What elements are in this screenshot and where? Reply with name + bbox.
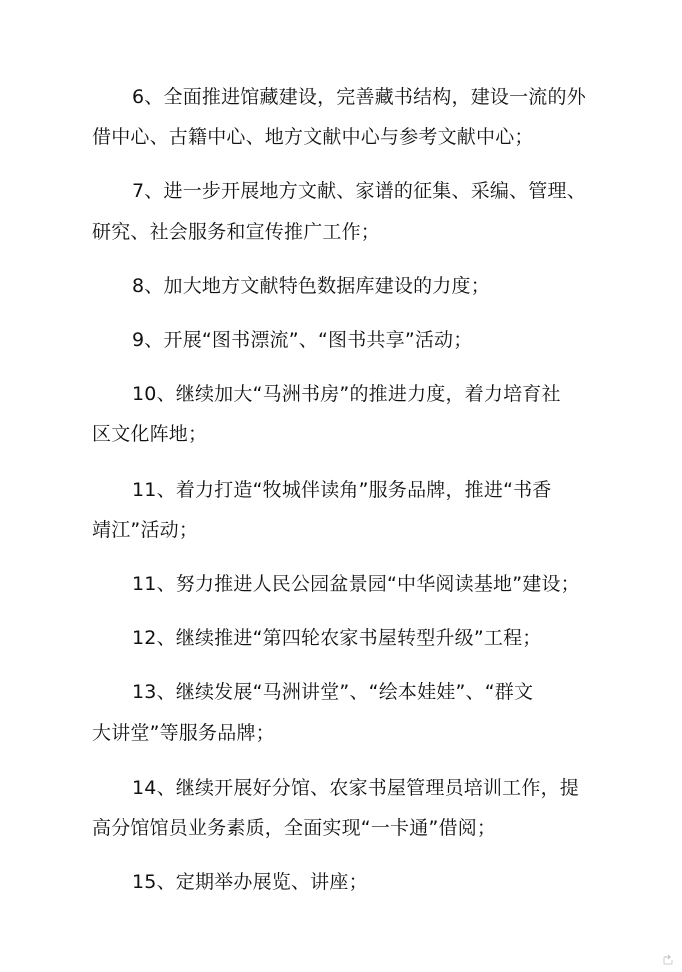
- item-6-line-2: 借中心、古籍中心、地方文献中心与参考文献中心；: [92, 126, 534, 148]
- item-14-line-1: 14、继续开展好分馆、农家书屋管理员培训工作，提: [132, 777, 579, 799]
- item-14-line-2: 高分馆馆员业务素质，全面实现“一卡通”借阅；: [92, 817, 497, 839]
- item-11a-line-1: 11、着力打造“牧城伴读角”服务品牌，推进“书香: [132, 479, 552, 501]
- item-10-line-2: 区文化阵地；: [92, 423, 208, 445]
- item-8-line-1: 8、加大地方文献特色数据库建设的力度；: [132, 275, 490, 297]
- item-13-line-2: 大讲堂”等服务品牌；: [92, 722, 275, 744]
- item-11b-line-1: 11、努力推进人民公园盆景园“中华阅读基地”建设；: [132, 573, 580, 595]
- item-7-line-2: 研究、社会服务和宣传推广工作；: [92, 221, 381, 243]
- item-6-line-1: 6、全面推进馆藏建设，完善藏书结构，建设一流的外: [132, 86, 586, 108]
- item-9-line-1: 9、开展“图书漂流”、“图书共享”活动；: [132, 329, 473, 351]
- item-11a-line-2: 靖江”活动；: [92, 519, 199, 541]
- arrow-corner-icon: [662, 954, 674, 966]
- item-12-line-1: 12、继续推进“第四轮农家书屋转型升级”工程；: [132, 627, 542, 649]
- item-15-line-1: 15、定期举办展览、讲座；: [132, 871, 368, 893]
- item-10-line-1: 10、继续加大“马洲书房”的推进力度，着力培育社: [132, 383, 561, 405]
- item-7-line-1: 7、进一步开展地方文献、家谱的征集、采编、管理、: [132, 180, 586, 202]
- item-13-line-1: 13、继续发展“马洲讲堂”、“绘本娃娃”、“群文: [132, 681, 534, 703]
